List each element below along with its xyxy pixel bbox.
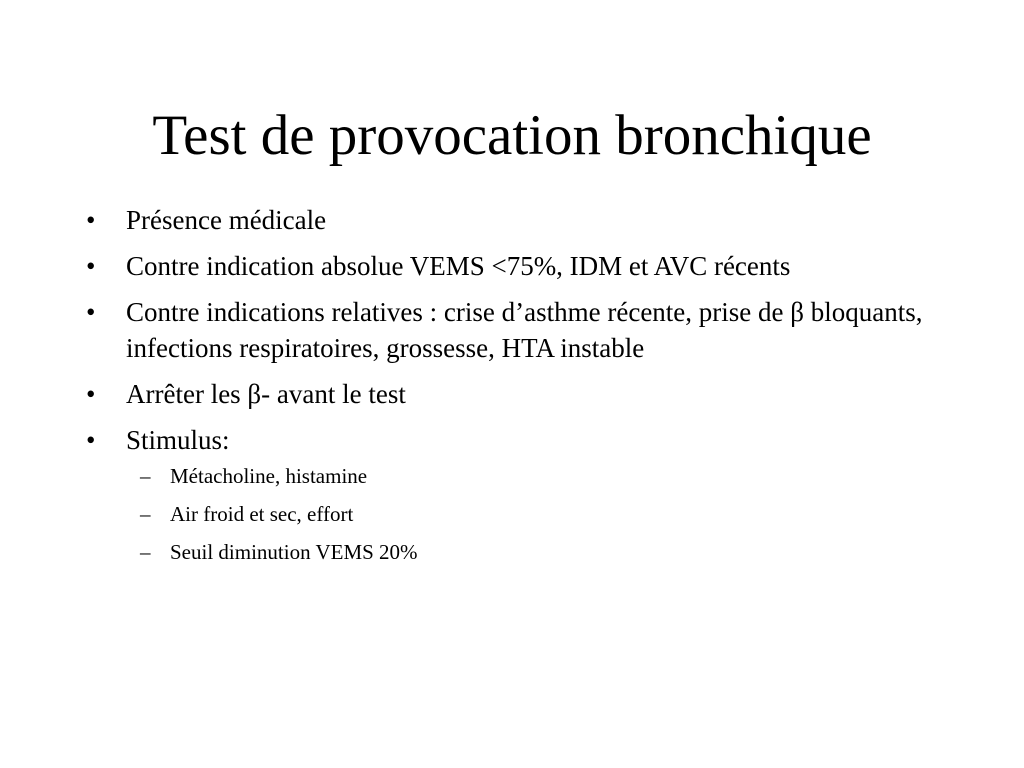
bullet-item [82, 294, 952, 366]
sub-bullet-marker: – [140, 540, 151, 564]
slide-title: Test de provocation bronchique [152, 104, 872, 167]
bullet-item [82, 376, 952, 412]
sub-bullet-item [126, 538, 952, 566]
sub-bullet-item [126, 500, 952, 528]
bullet-text: Arrêter les β- avant le test [126, 379, 406, 409]
slide-body [82, 202, 952, 576]
sub-bullet-item [126, 462, 952, 490]
bullet-item [82, 422, 952, 566]
sub-bullet-text: Métacholine, histamine [170, 464, 368, 488]
sub-bullet-text: Seuil diminution VEMS 20% [170, 540, 418, 564]
sub-bullet-list [126, 462, 952, 566]
bullet-marker: • [86, 251, 96, 281]
sub-bullet-marker: – [140, 502, 151, 526]
bullet-marker: • [86, 425, 96, 455]
bullet-text: Présence médicale [126, 205, 327, 235]
bullet-marker: • [86, 379, 96, 409]
bullet-item [82, 248, 952, 284]
bullet-text: Contre indications relatives : crise d’asthme récente, prise de β bloquants, infections respiratoires, grossesse, HTA instable [126, 297, 923, 363]
bullet-marker: • [86, 297, 96, 327]
sub-bullet-marker: – [140, 464, 151, 488]
sub-bullet-text: Air froid et sec, effort [170, 502, 354, 526]
bullet-text: Stimulus: [126, 425, 230, 455]
bullet-text: Contre indication absolue VEMS <75%, IDM et AVC récents [126, 251, 791, 281]
bullet-item [82, 202, 952, 238]
bullet-list [82, 202, 952, 566]
bullet-marker: • [86, 205, 96, 235]
